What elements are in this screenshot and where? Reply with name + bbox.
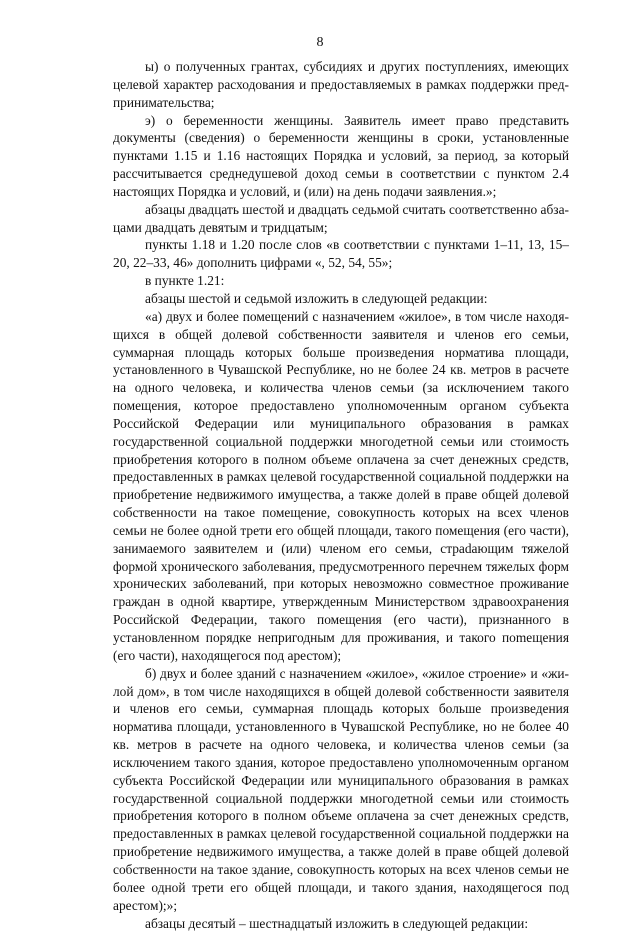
paragraph-item-y: ы) о полученных грантах, субсидиях и других поступлениях, имеющих целевой характер расходования и предоставляемых в рамках поддержки предпринимательства; <box>113 58 569 112</box>
paragraph-points-1-18-1-20: пункты 1.18 и 1.20 после слов «в соответствии с пунктами 1–11, 13, 15–20, 22–33, 46» дополнить цифрами «, 52, 54, 55»; <box>113 236 569 272</box>
paragraph-sixth-seventh: абзацы шестой и седьмой изложить в следующей редакции: <box>113 290 569 308</box>
paragraph-point-1-21: в пункте 1.21: <box>113 272 569 290</box>
paragraph-renumbering: абзацы двадцать шестой и двадцать седьмой считать соответственно абзацами двадцать девятым и тридцатым; <box>113 201 569 237</box>
page-number: 8 <box>0 34 640 51</box>
paragraph-item-b: б) двух и более зданий с назначением «жилое», «жилое строение» и «жилой дом», в том числе находящихся в общей долевой собственности заявителя и членов его семьи, суммарная площадь которых больше произведения норматива площади, установленного в Чувашской Республике, но не более 40 кв. метров в расчете на одного человека, и количества членов семьи (за исключением такого здания, которое предоставлено уполномоченным органом субъекта Российской Федерации или муниципального образования в рамках государственной социальной поддержки многодетной семьи или стоимость приобретения которого в полном объеме оплачена за счет денежных средств, предоставленных в рамках целевой государственной социальной поддержки на приобретение недвижимого имущества, а также долей в праве общей долевой собственности на такое здание, совокупность которых на всех членов семьи не более одной трети его общей площади, и такого здания, находящегося под арестом);»; <box>113 665 569 915</box>
paragraph-item-a: «а) двух и более помещений с назначением «жилое», в том числе находящихся в общей долевой собственности заявителя и членов его семьи, суммарная площадь которых больше произведения норматива площади, установленного в Чувашской Республике, но не более 24 кв. метров в расчете на одного человека, и количества членов семьи (за исключением такого помещения, которое предоставлено уполномоченным органом субъекта Российской Федерации или муниципального образования в рамках государственной социальной поддержки многодетной семьи или стоимость приобретения которого в полном объеме оплачена за счет денежных средств, предоставленных в рамках целевой государственной социальной поддержки на приобретение недвижимого имущества, а также долей в праве общей долевой собственности на такое помещение, совокупность которых на всех членов семьи не более одной трети его общей площади, такого помещения (его части), занимаемого заявителем и (или) членом его семьи, страdающим тяжелой формой хронического заболевания, предусмотренного перечнем тяжелых форм хронических заболеваний, при которых невозможно совместное проживание граждан в одной квартире, утвержденным Министерством здравоохранения Российской Федерации, такого помещения (его части), признанного в установленном порядке непригодным для проживания, и такого поmещения (его части), находящегося под арестом); <box>113 308 569 665</box>
body-text <box>113 58 569 932</box>
paragraph-tenth-sixteenth: абзацы десятый – шестнадцатый изложить в следующей редакции: <box>113 915 569 932</box>
paragraph-item-e: э) о беременности женщины. Заявитель имеет право представить документы (сведения) о беременности женщины в сроки, установленные пунктами 1.15 и 1.16 настоящих Порядка и условий, за период, за который рассчитывается среднедушевой доход семьи в соответствии с пунктом 2.4 настоящих Порядка и условий, и (или) на день подачи заявления.»; <box>113 112 569 201</box>
